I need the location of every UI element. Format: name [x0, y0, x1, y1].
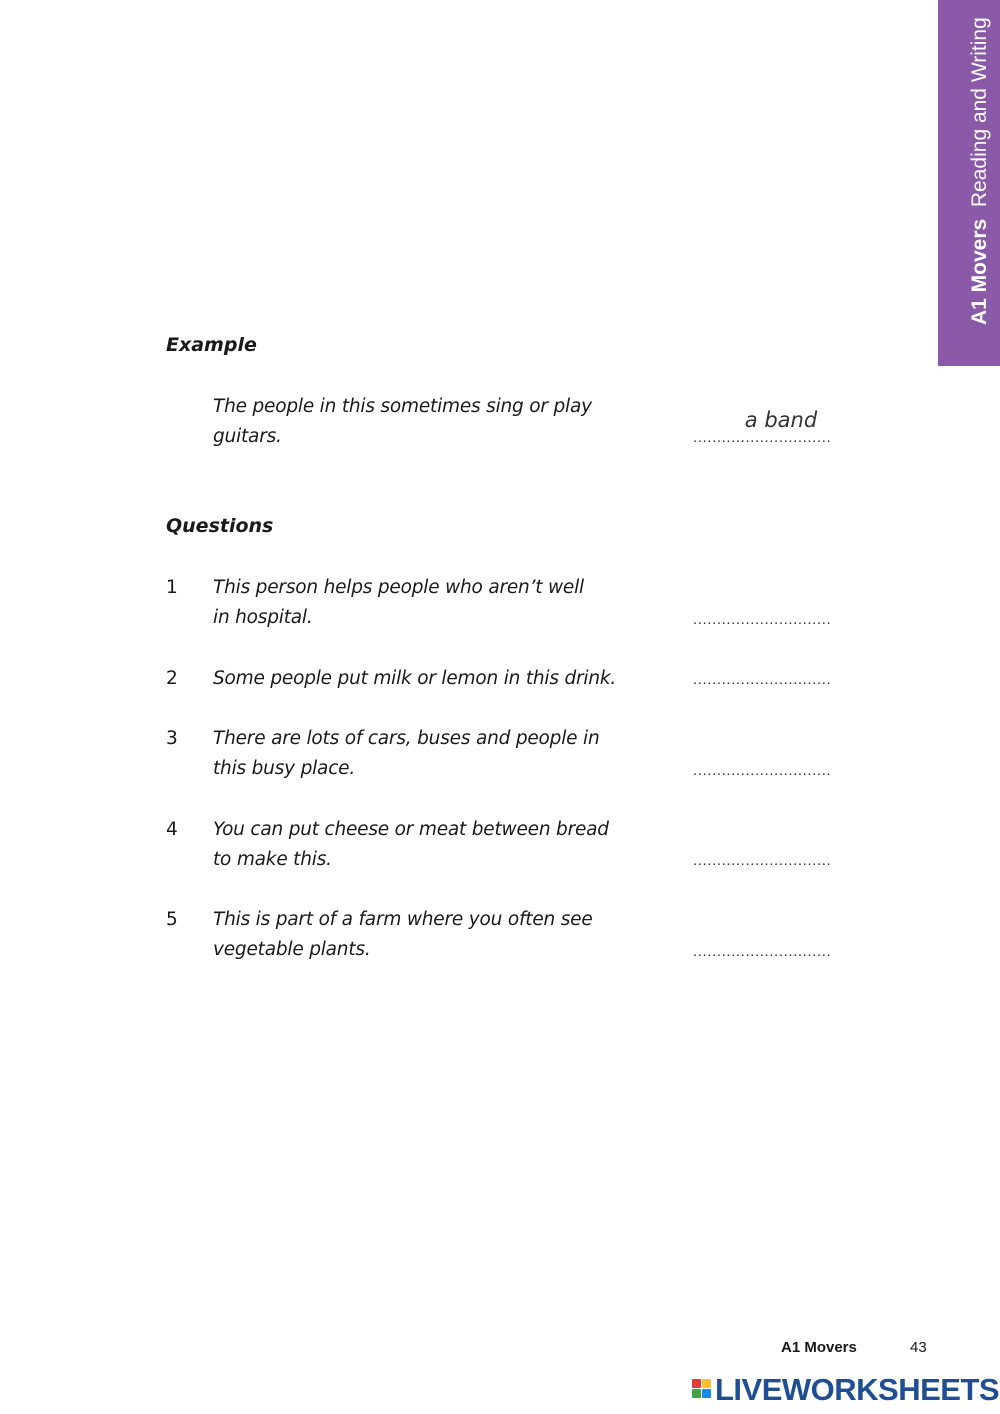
question-4-line-2: to make this.: [213, 849, 332, 870]
question-4-answer-blank[interactable]: .............................: [693, 853, 832, 869]
question-2-number: 2: [166, 668, 178, 689]
example-answer-blank: .............................: [693, 430, 832, 446]
side-tab: [938, 0, 1000, 366]
questions-heading: Questions: [166, 515, 274, 537]
question-3-line-2: this busy place.: [213, 758, 356, 779]
question-3-answer-blank[interactable]: .............................: [693, 763, 832, 779]
example-heading: Example: [166, 334, 257, 356]
example-line-2: guitars.: [213, 426, 282, 447]
question-2-text: [213, 664, 653, 694]
question-3-line-1: There are lots of cars, buses and people in: [213, 728, 600, 749]
footer-title: A1 Movers: [781, 1339, 857, 1356]
question-4-number: 4: [166, 819, 178, 840]
question-1-line-2: in hospital.: [213, 607, 313, 628]
side-tab-label: [969, 17, 990, 325]
example-text: [213, 392, 653, 452]
question-1-answer-blank[interactable]: .............................: [693, 612, 832, 628]
example-answer: a band: [744, 408, 818, 432]
question-3-text: [213, 724, 653, 784]
liveworksheets-logo[interactable]: [692, 1374, 999, 1406]
side-tab-section: Reading and Writing: [968, 17, 991, 208]
side-tab-level: A1 Movers: [968, 218, 991, 325]
question-1-line-1: This person helps people who aren’t well: [213, 577, 584, 598]
question-4-text: [213, 815, 653, 875]
logo-grid-icon: [692, 1377, 712, 1403]
question-5-answer-blank[interactable]: .............................: [693, 944, 832, 960]
logo-text: LIVEWORKSHEETS: [715, 1372, 1000, 1407]
question-4-line-1: You can put cheese or meat between bread: [213, 819, 609, 840]
question-2-line-1: Some people put milk or lemon in this drink.: [213, 668, 617, 689]
question-5-text: [213, 905, 653, 965]
page-number: 43: [910, 1339, 927, 1356]
question-5-number: 5: [166, 909, 178, 930]
question-3-number: 3: [166, 728, 178, 749]
example-line-1: The people in this sometimes sing or play: [213, 396, 592, 417]
question-5-line-1: This is part of a farm where you often see: [213, 909, 593, 930]
question-1-text: [213, 573, 653, 633]
question-1-number: 1: [166, 577, 178, 598]
question-5-line-2: vegetable plants.: [213, 939, 371, 960]
question-2-answer-blank[interactable]: .............................: [693, 672, 832, 688]
